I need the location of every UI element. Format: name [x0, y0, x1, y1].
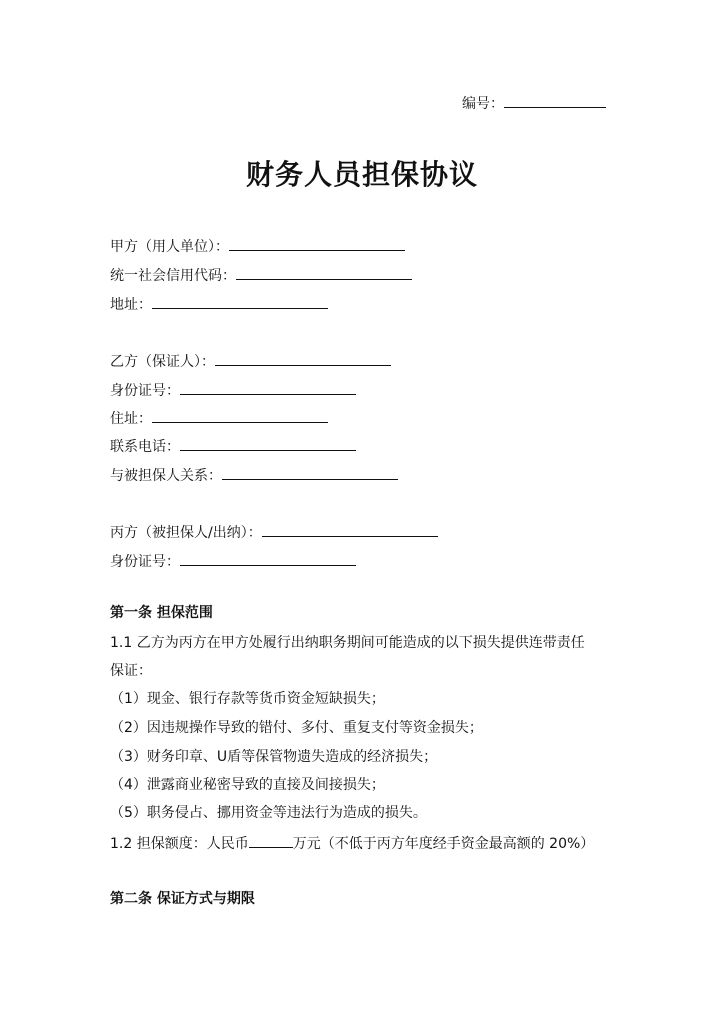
- clause-1-1-line-2: 保证：: [110, 663, 152, 679]
- party-c-blank: [262, 522, 438, 537]
- party-a-label: 甲方（用人单位）：: [110, 239, 229, 255]
- clause-1-2-prefix: 1.2 担保额度：人民币: [110, 836, 249, 852]
- party-b-relation-line: [110, 465, 398, 485]
- serial-number-label: 编号：: [462, 96, 504, 112]
- party-a-address-blank: [152, 294, 328, 309]
- party-b-line: [110, 351, 391, 371]
- party-c-id-blank: [180, 551, 356, 566]
- party-b-phone-blank: [180, 436, 356, 451]
- party-b-id-label: 身份证号：: [110, 383, 180, 399]
- scope-item-3: （3）财务印章、U盾等保管物遗失造成的经济损失；: [110, 749, 438, 765]
- document-title: 财务人员担保协议: [245, 158, 478, 191]
- article-2-heading: 第二条 保证方式与期限: [110, 891, 255, 907]
- article-1-heading: 第一条 担保范围: [110, 605, 213, 621]
- credit-code-blank: [236, 265, 412, 280]
- scope-item-1: （1）现金、银行存款等货币资金短缺损失；: [110, 691, 385, 707]
- party-b-relation-label: 与被担保人关系：: [110, 468, 222, 484]
- party-c-id-label: 身份证号：: [110, 554, 180, 570]
- credit-code-line: [110, 265, 412, 285]
- clause-1-2-suffix: 万元（不低于丙方年度经手资金最高额的 20%）: [292, 836, 595, 852]
- party-c-line: [110, 522, 438, 542]
- scope-item-2: （2）因违规操作导致的错付、多付、重复支付等资金损失；: [110, 720, 483, 736]
- party-b-id-blank: [180, 380, 356, 395]
- party-b-id-line: [110, 380, 356, 400]
- clause-1-2-line: [110, 833, 594, 853]
- party-c-label: 丙方（被担保人/出纳）：: [110, 525, 262, 541]
- party-b-phone-label: 联系电话：: [110, 439, 180, 455]
- clause-1-1-line-1: 1.1 乙方为丙方在甲方处履行出纳职务期间可能造成的以下损失提供连带责任: [110, 635, 585, 651]
- scope-item-4: （4）泄露商业秘密导致的直接及间接损失；: [110, 777, 385, 793]
- party-a-address-line: [110, 294, 328, 314]
- party-b-phone-line: [110, 436, 356, 456]
- party-a-address-label: 地址：: [110, 297, 152, 313]
- party-a-line: [110, 236, 405, 256]
- party-b-residence-blank: [152, 408, 328, 423]
- party-c-id-line: [110, 551, 356, 571]
- serial-number-blank: [504, 93, 606, 108]
- party-b-relation-blank: [222, 465, 398, 480]
- credit-code-label: 统一社会信用代码：: [110, 268, 236, 284]
- party-b-label: 乙方（保证人）：: [110, 354, 215, 370]
- serial-number-line: [462, 93, 606, 113]
- party-a-blank: [229, 236, 405, 251]
- party-b-blank: [215, 351, 391, 366]
- scope-item-5: （5）职务侵占、挪用资金等违法行为造成的损失。: [110, 805, 427, 821]
- party-b-residence-line: [110, 408, 328, 428]
- party-b-residence-label: 住址：: [110, 411, 152, 427]
- guarantee-amount-blank: [249, 833, 293, 848]
